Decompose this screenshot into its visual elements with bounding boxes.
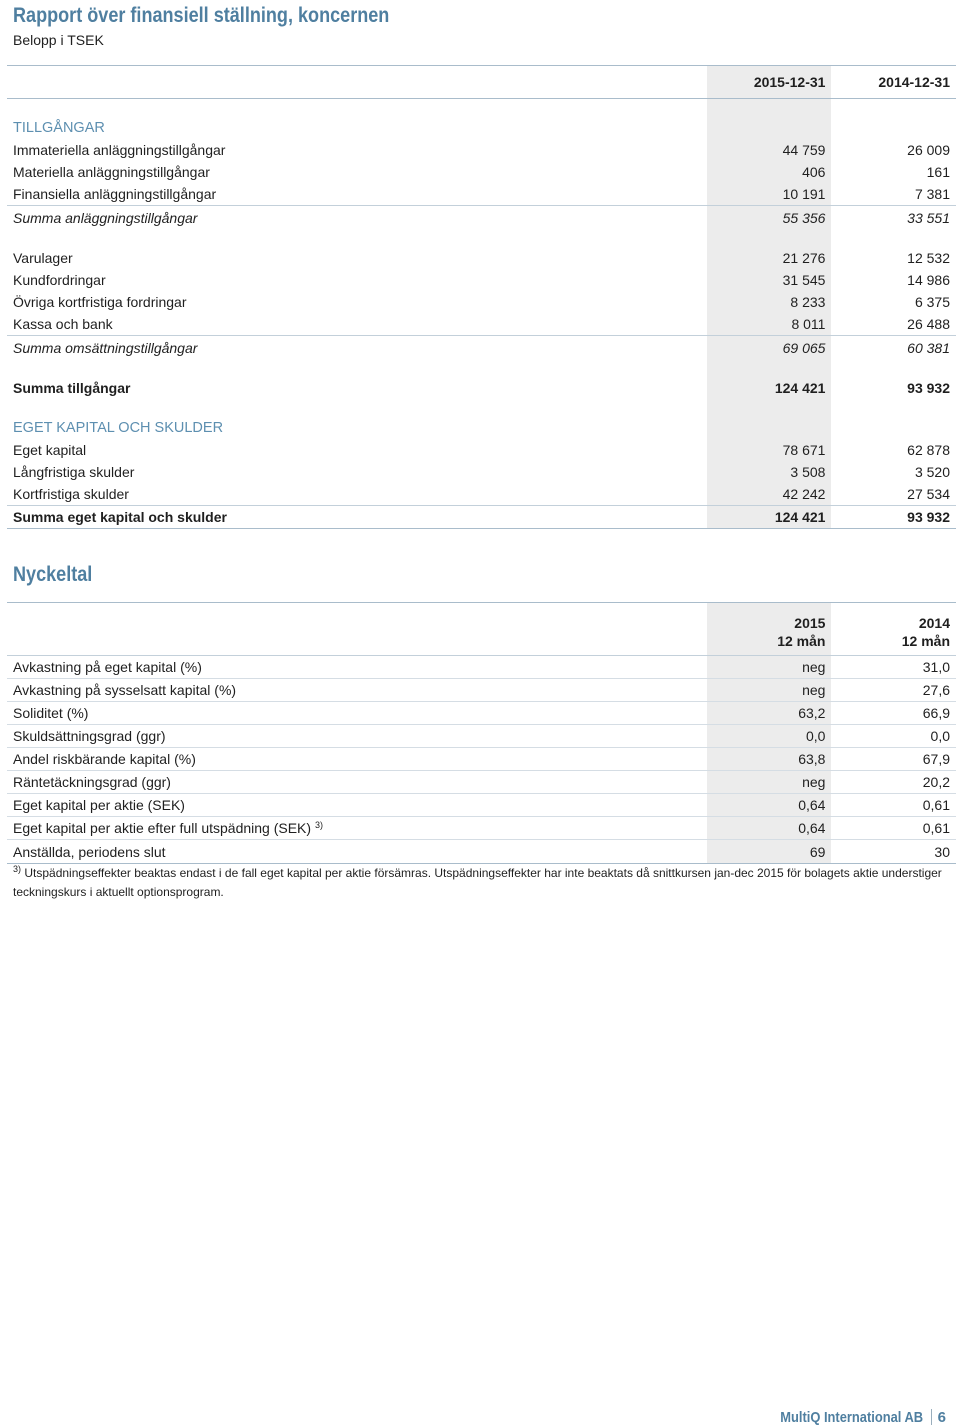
row-label: Immateriella anläggningstillgångar: [13, 142, 226, 158]
row-label: Övriga kortfristiga fordringar: [13, 294, 187, 310]
value-2015: neg: [707, 771, 832, 794]
value-2015: 124 421: [707, 506, 832, 529]
value-2015: 42 242: [707, 483, 832, 506]
balance-sheet-table: [7, 65, 956, 529]
row-label: TILLGÅNGAR: [13, 120, 105, 136]
value-2014: 161: [926, 164, 950, 180]
kpi-row: [7, 725, 956, 748]
spacer-row: [7, 229, 956, 247]
row-label: Kassa och bank: [13, 316, 113, 332]
row-label: Andel riskbärande kapital (%): [13, 751, 196, 767]
value-2015: 21 276: [707, 247, 832, 269]
kpi-row: [7, 748, 956, 771]
kpi-column-header-2015: [707, 603, 832, 656]
row-label: Avkastning på eget kapital (%): [13, 659, 202, 675]
row-label: Summa tillgångar: [13, 380, 131, 396]
table-row: [7, 483, 956, 506]
value-2014: [831, 117, 956, 139]
value-2014: 67,9: [831, 748, 956, 771]
value-2015: 69 065: [707, 336, 832, 360]
value-2015: 3 508: [707, 461, 832, 483]
value-2015: 63,2: [707, 702, 832, 725]
table-row: [7, 247, 956, 269]
row-label: EGET KAPITAL OCH SKULDER: [13, 420, 224, 436]
kpi-year-2014: 2014: [918, 615, 950, 631]
value-2015: [707, 417, 832, 439]
value-2015: 8 011: [707, 313, 832, 336]
column-header-2014: 2014-12-31: [831, 66, 956, 99]
value-2014: 93 932: [831, 506, 956, 529]
subtotal-row-fixed-assets: [7, 206, 956, 230]
value-2014: 0,61: [831, 817, 956, 840]
value-2015: 55 356: [707, 206, 832, 230]
kpi-period-2014: 12 mån: [901, 633, 950, 649]
row-label: Finansiella anläggningstillgångar: [13, 186, 217, 202]
total-row-assets: [7, 377, 956, 399]
value-2014: 3 520: [914, 464, 950, 480]
page-footer: [757, 1407, 946, 1427]
row-label: Långfristiga skulder: [13, 464, 135, 480]
row-label: Skuldsättningsgrad (ggr): [13, 728, 166, 744]
section-heading-equity: [7, 417, 956, 439]
page-subtitle: Belopp i TSEK: [13, 32, 104, 48]
kpi-row: [7, 702, 956, 725]
table-row: [7, 439, 956, 461]
row-label: Summa omsättningstillgångar: [13, 339, 198, 356]
value-2015: 69: [707, 840, 832, 864]
value-2014: 26 488: [907, 316, 950, 332]
page-title: Rapport över finansiell ställning, koncernen: [13, 4, 390, 27]
value-2014: 20,2: [831, 771, 956, 794]
footnote-ref: 3): [314, 820, 323, 830]
subtotal-row-current-assets: [7, 336, 956, 360]
spacer-row: [7, 399, 956, 417]
value-2015: neg: [707, 679, 832, 702]
row-label: Varulager: [13, 250, 73, 266]
value-2014: 93 932: [907, 380, 950, 396]
total-row-equity-liabilities: [7, 506, 956, 529]
value-2014: 14 986: [907, 272, 950, 288]
kpi-heading: Nyckeltal: [13, 563, 93, 586]
value-2014: [831, 417, 956, 439]
table-row: [7, 461, 956, 483]
row-label: Räntetäckningsgrad (ggr): [13, 774, 171, 790]
value-2014: 12 532: [907, 250, 950, 266]
row-label: Kundfordringar: [13, 272, 106, 288]
table-row: [7, 161, 956, 183]
column-header-2015: 2015-12-31: [707, 66, 832, 99]
value-2015: 31 545: [707, 269, 832, 291]
row-label: Summa anläggningstillgångar: [13, 209, 198, 226]
value-2015: 0,0: [707, 725, 832, 748]
row-label: Summa eget kapital och skulder: [13, 509, 227, 525]
value-2014: 0,61: [831, 794, 956, 817]
table-row: [7, 183, 956, 206]
value-2014: 6 375: [914, 294, 950, 310]
value-2015: 44 759: [707, 139, 832, 161]
row-label: Eget kapital per aktie (SEK): [13, 797, 185, 813]
value-2015: 78 671: [707, 439, 832, 461]
value-2015: 406: [707, 161, 832, 183]
kpi-row: [7, 817, 956, 840]
value-2015: 63,8: [707, 748, 832, 771]
spacer-row: [7, 359, 956, 377]
value-2014: 27,6: [831, 679, 956, 702]
kpi-header-row: [7, 603, 956, 656]
kpi-year-2015: 2015: [794, 615, 826, 631]
value-2015: 0,64: [707, 794, 832, 817]
kpi-period-2015: 12 mån: [777, 633, 826, 649]
value-2014: 60 381: [831, 336, 956, 360]
value-2014: 7 381: [914, 186, 950, 202]
table-header-row: [7, 66, 956, 99]
table-row: [7, 139, 956, 161]
value-2014: 27 534: [907, 486, 950, 502]
value-2015: 8 233: [707, 291, 832, 313]
value-2015: 124 421: [707, 377, 832, 399]
row-label: Eget kapital per aktie efter full utspädning (SEK): [13, 820, 312, 836]
kpi-row: [7, 679, 956, 702]
value-2014: 33 551: [831, 206, 956, 230]
table-row: [7, 269, 956, 291]
page-number: 6: [937, 1408, 946, 1426]
value-2014: 30: [831, 840, 956, 864]
footnote: [13, 860, 943, 902]
value-2015: [707, 117, 832, 139]
row-label: Anställda, periodens slut: [13, 843, 166, 860]
kpi-column-header-2014: [831, 603, 956, 656]
value-2014: 66,9: [831, 702, 956, 725]
row-label: Eget kapital: [13, 442, 87, 458]
kpi-row: [7, 794, 956, 817]
kpi-table: [7, 602, 956, 864]
value-2015: neg: [707, 656, 832, 679]
row-label: Avkastning på sysselsatt kapital (%): [13, 682, 237, 698]
kpi-row: [7, 656, 956, 679]
value-2014: 62 878: [907, 442, 950, 458]
kpi-row: [7, 771, 956, 794]
value-2014: 26 009: [907, 142, 950, 158]
value-2015: 10 191: [707, 183, 832, 206]
value-2015: 0,64: [707, 817, 832, 840]
row-label: Kortfristiga skulder: [13, 486, 129, 502]
row-label: Materiella anläggningstillgångar: [13, 164, 210, 180]
footer-divider: [931, 1409, 932, 1425]
value-2014: 31,0: [831, 656, 956, 679]
footnote-marker: 3): [13, 864, 22, 874]
row-label: Soliditet (%): [13, 705, 89, 721]
section-heading-assets: [7, 117, 956, 139]
spacer-row: [7, 99, 956, 118]
footnote-text: Utspädningseffekter beaktas endast i de fall eget kapital per aktie försämras. Utspädningseffekter har inte beaktats då snittkursen jan-dec 2015 för bolagets aktie understiger teckningskurs i aktuellt optionsprogram.: [13, 866, 942, 899]
table-row: [7, 313, 956, 336]
table-row: [7, 291, 956, 313]
footer-company: MultiQ International AB: [779, 1408, 923, 1426]
value-2014: 0,0: [831, 725, 956, 748]
